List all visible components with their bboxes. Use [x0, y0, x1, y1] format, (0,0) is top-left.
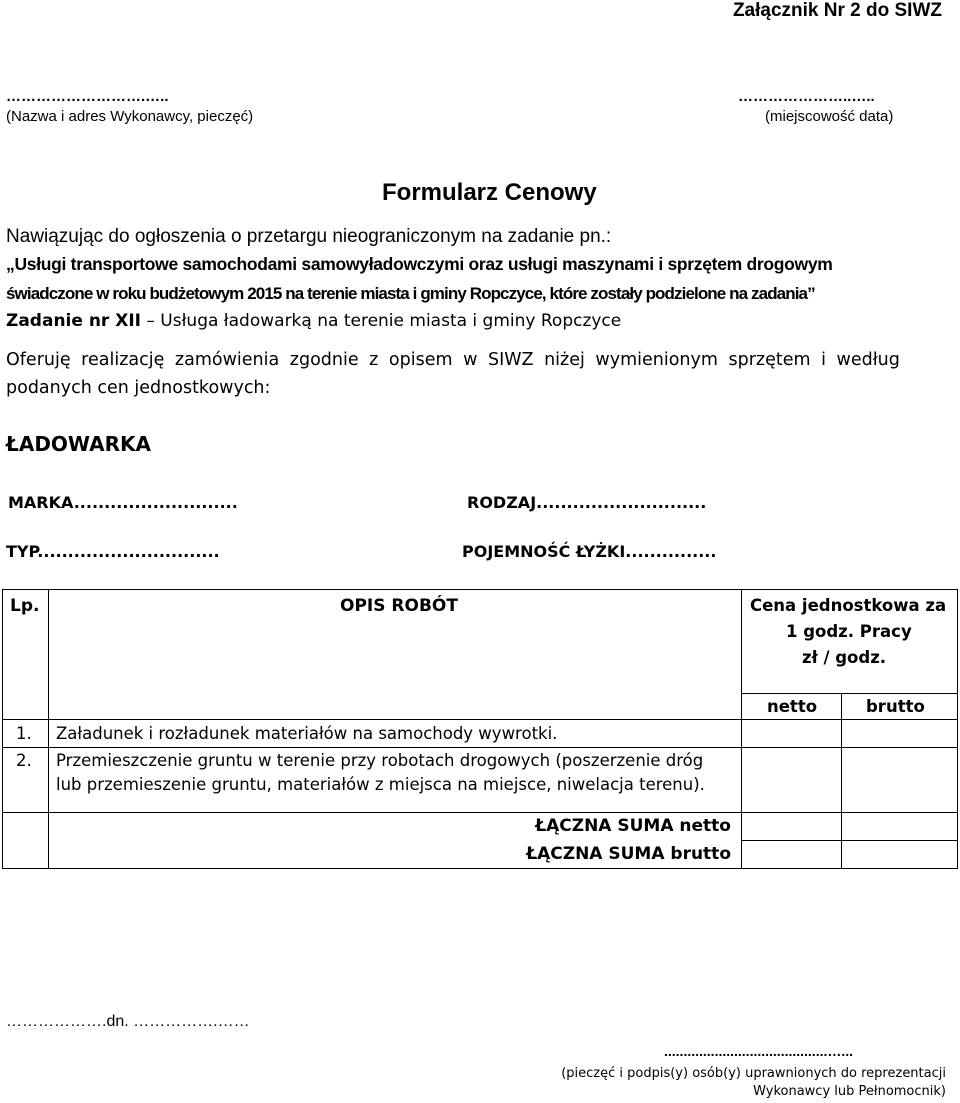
sum-netto-label: ŁĄCZNA SUMA netto: [535, 816, 731, 836]
col-header-price-3: zł / godz.: [802, 648, 887, 667]
intro-line: Nawiązując do ogłoszenia o przetargu nieograniczonym na zadanie pn.:: [6, 226, 612, 247]
rodzaj-field: RODZAJ............................: [467, 493, 707, 512]
row-1-brutto-cell[interactable]: [842, 720, 957, 747]
col-header-opis: OPIS ROBÓT: [340, 596, 458, 616]
page-title: Formularz Cenowy: [382, 179, 597, 206]
sum-brutto-cell[interactable]: [742, 841, 957, 868]
typ-field: TYP..............................: [6, 542, 220, 561]
row-1-description: Załadunek i rozładunek materiałów na samochody wywrotki.: [56, 724, 558, 743]
equipment-heading: ŁADOWARKA: [6, 432, 151, 456]
row-2-lp: 2.: [16, 751, 32, 770]
col-header-price-2: 1 godz. Pracy: [786, 622, 912, 641]
row-2-description-2: lub przemieszenie gruntu, materiałów z miejsca na miejsce, niwelacja terenu).: [56, 775, 705, 794]
row-1-netto-cell[interactable]: [742, 720, 841, 747]
row-1-lp: 1.: [16, 724, 32, 743]
sum-netto-cell[interactable]: [742, 813, 957, 840]
signature-dots: ..........................................…...: [664, 1043, 854, 1059]
attachment-label: Załącznik Nr 2 do SIWZ: [732, 0, 942, 21]
offer-line-2: podanych cen jednostkowych:: [6, 378, 271, 398]
task-text: – Usługa ładowarką na terenie miasta i gminy Ropczyce: [140, 311, 622, 331]
task-label: Zadanie nr XII: [6, 311, 141, 331]
signature-caption-1: (pieczęć i podpis(y) osób(y) uprawnionych do reprezentacji: [561, 1066, 946, 1081]
pojemnosc-field: POJEMNOŚĆ ŁYŻKI...............: [462, 542, 717, 561]
row-2-description-1: Przemieszczenie gruntu w terenie przy robotach drogowych (poszerzenie dróg: [56, 751, 704, 770]
place-date-dots: …………………..…..: [738, 88, 875, 105]
col-header-price-1: Cena jednostkowa za: [750, 596, 947, 615]
contractor-caption: (Nazwa i adres Wykonawcy, pieczęć): [6, 108, 254, 125]
subject-line-2: świadczone w roku budżetowym 2015 na terenie miasta i gminy Ropczyce, które zostały podzielone na zadania”: [6, 284, 815, 303]
col-header-lp: Lp.: [10, 596, 40, 616]
contractor-dots: ……………………….…..: [6, 88, 169, 105]
signature-caption-2: Wykonawcy lub Pełnomocnik): [753, 1084, 946, 1099]
date-line: ……………….dn. …………….……: [6, 1013, 250, 1030]
offer-line-1: Oferuję realizację zamówienia zgodnie z opisem w SIWZ niżej wymienionym sprzętem i według: [6, 350, 900, 370]
subject-line-1: „Usługi transportowe samochodami samowyładowczymi oraz usługi maszynami i sprzętem drogowym: [6, 254, 833, 274]
col-header-netto: netto: [767, 697, 818, 716]
sum-brutto-label: ŁĄCZNA SUMA brutto: [526, 844, 731, 864]
marka-field: MARKA...........................: [8, 493, 238, 512]
col-header-brutto: brutto: [866, 697, 925, 716]
row-2-netto-cell[interactable]: [742, 748, 841, 812]
task-line: [6, 311, 621, 331]
row-2-brutto-cell[interactable]: [842, 748, 957, 812]
place-date-caption: (miejscowość data): [765, 108, 894, 125]
